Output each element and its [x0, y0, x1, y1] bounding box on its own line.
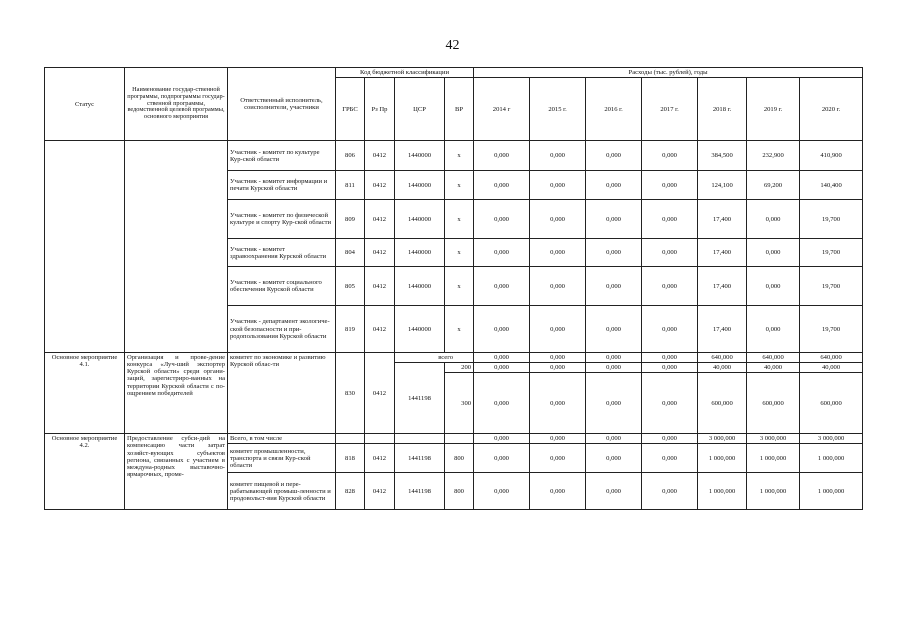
- value-cell: 0,000: [474, 306, 530, 353]
- csr-cell: 1440000: [395, 200, 445, 239]
- value-cell: 0,000: [586, 306, 642, 353]
- value-cell: 0,000: [530, 363, 586, 373]
- value-cell: 19,700: [800, 239, 863, 267]
- value-cell: 1 000,000: [747, 444, 800, 473]
- vr-cell: 800: [445, 473, 474, 510]
- grbs-cell: 828: [336, 473, 365, 510]
- name-cell-empty: [125, 141, 228, 353]
- rzpr-cell: 0412: [365, 171, 395, 200]
- rzpr-cell: 0412: [365, 473, 395, 510]
- vr-cell: x: [445, 239, 474, 267]
- value-cell: 0,000: [747, 267, 800, 306]
- value-cell: 0,000: [642, 434, 698, 444]
- vr-cell: x: [445, 267, 474, 306]
- value-cell: 19,700: [800, 267, 863, 306]
- page-number: 42: [445, 38, 460, 53]
- value-cell: 0,000: [474, 444, 530, 473]
- m42-total-label: Всего, в том числе: [228, 434, 336, 444]
- header-csr: ЦСР: [395, 78, 445, 141]
- participant-name: комитет пищевой и пере-рабатывающей промыш-ленности и продовольст-вия Курской области: [228, 473, 336, 510]
- value-cell: 0,000: [530, 444, 586, 473]
- value-cell: 0,000: [530, 171, 586, 200]
- table-row: [45, 141, 863, 171]
- value-cell: 0,000: [586, 267, 642, 306]
- value-cell: 0,000: [586, 171, 642, 200]
- header-program-name: Наименование государ-ственной программы, подпрограммы государ-ственной программы, ведомственной целевой программы, основного мероприятия: [125, 68, 228, 141]
- grbs-cell: 804: [336, 239, 365, 267]
- value-cell: 0,000: [642, 306, 698, 353]
- value-cell: 0,000: [474, 363, 530, 373]
- value-cell: 0,000: [642, 473, 698, 510]
- value-cell: 0,000: [474, 434, 530, 444]
- value-cell: 0,000: [474, 200, 530, 239]
- value-cell: 0,000: [586, 363, 642, 373]
- value-cell: 0,000: [586, 373, 642, 434]
- participant-name: Участник - комитет по культуре Кур-ской области: [228, 141, 336, 171]
- value-cell: 0,000: [642, 267, 698, 306]
- grbs-cell: 809: [336, 200, 365, 239]
- value-cell: 1 000,000: [747, 473, 800, 510]
- value-cell: 1 000,000: [800, 444, 863, 473]
- value-cell: 17,400: [698, 306, 747, 353]
- value-cell: 0,000: [530, 373, 586, 434]
- value-cell: 1 000,000: [698, 444, 747, 473]
- participant-name: Участник - комитет по физической культуре и спорту Кур-ской области: [228, 200, 336, 239]
- value-cell: 0,000: [747, 239, 800, 267]
- rzpr-cell: 0412: [365, 200, 395, 239]
- value-cell: 0,000: [530, 141, 586, 171]
- value-cell: 0,000: [474, 267, 530, 306]
- value-cell: 19,700: [800, 306, 863, 353]
- value-cell: 0,000: [474, 353, 530, 363]
- value-cell: 3 000,000: [747, 434, 800, 444]
- m41-total-label: всего: [395, 353, 474, 363]
- vr-cell: x: [445, 306, 474, 353]
- empty-cell: [445, 434, 474, 444]
- value-cell: 0,000: [642, 239, 698, 267]
- value-cell: 640,000: [800, 353, 863, 363]
- m42-name: Предоставление субси-дий на компенсацию части затрат хозяйст-вующих субъектов региона, связанных с участием в междуна-родных выставочно-ярмарочных, проме-: [125, 434, 228, 510]
- grbs-cell: 806: [336, 141, 365, 171]
- rzpr-cell: 0412: [365, 306, 395, 353]
- header-year: 2017 г.: [642, 78, 698, 141]
- csr-cell: 1440000: [395, 239, 445, 267]
- value-cell: 0,000: [586, 141, 642, 171]
- grbs-cell: 819: [336, 306, 365, 353]
- value-cell: 640,000: [747, 353, 800, 363]
- rzpr-cell: 0412: [365, 141, 395, 171]
- value-cell: 600,000: [800, 373, 863, 434]
- value-cell: 0,000: [642, 444, 698, 473]
- value-cell: 600,000: [747, 373, 800, 434]
- value-cell: 17,400: [698, 267, 747, 306]
- rzpr-cell: 0412: [365, 267, 395, 306]
- value-cell: 0,000: [530, 434, 586, 444]
- header-year: 2019 г.: [747, 78, 800, 141]
- value-cell: 0,000: [642, 363, 698, 373]
- value-cell: 0,000: [474, 373, 530, 434]
- value-cell: 0,000: [586, 434, 642, 444]
- rzpr-cell: 0412: [365, 353, 395, 434]
- participant-name: Участник - комитет социального обеспечения Курской области: [228, 267, 336, 306]
- empty-cell: [395, 434, 445, 444]
- value-cell: 17,400: [698, 239, 747, 267]
- header-status: Статус: [45, 68, 125, 141]
- vr-cell: x: [445, 141, 474, 171]
- rzpr-cell: 0412: [365, 239, 395, 267]
- participant-name: Участник - департамент экологиче-ской безопасности и при-родопользования Курской области: [228, 306, 336, 353]
- value-cell: 232,900: [747, 141, 800, 171]
- value-cell: 140,400: [800, 171, 863, 200]
- vr-cell: 200: [445, 363, 474, 373]
- value-cell: 0,000: [474, 473, 530, 510]
- value-cell: 0,000: [586, 473, 642, 510]
- vr-cell: 800: [445, 444, 474, 473]
- participant-name: Участник - комитет информации и печати Курской области: [228, 171, 336, 200]
- value-cell: 0,000: [530, 353, 586, 363]
- value-cell: 0,000: [530, 473, 586, 510]
- empty-cell: [365, 434, 395, 444]
- csr-cell: 1441198: [395, 444, 445, 473]
- grbs-cell: 818: [336, 444, 365, 473]
- value-cell: 0,000: [474, 171, 530, 200]
- m41-responsible: комитет по экономике и развитию Курской облас-ти: [228, 353, 336, 434]
- value-cell: 600,000: [698, 373, 747, 434]
- header-vr: ВР: [445, 78, 474, 141]
- grbs-cell: 830: [336, 353, 365, 434]
- value-cell: 410,900: [800, 141, 863, 171]
- value-cell: 0,000: [642, 171, 698, 200]
- value-cell: 0,000: [586, 200, 642, 239]
- value-cell: 0,000: [586, 444, 642, 473]
- value-cell: 0,000: [642, 353, 698, 363]
- csr-cell: 1440000: [395, 306, 445, 353]
- vr-cell: x: [445, 171, 474, 200]
- value-cell: 69,200: [747, 171, 800, 200]
- value-cell: 19,700: [800, 200, 863, 239]
- value-cell: 0,000: [642, 200, 698, 239]
- value-cell: 0,000: [530, 200, 586, 239]
- header-year: 2020 г.: [800, 78, 863, 141]
- header-year: 2018 г.: [698, 78, 747, 141]
- value-cell: 3 000,000: [800, 434, 863, 444]
- m41-status: Основное мероприятие 4.1.: [45, 353, 125, 434]
- rzpr-cell: 0412: [365, 444, 395, 473]
- value-cell: 124,100: [698, 171, 747, 200]
- value-cell: 3 000,000: [698, 434, 747, 444]
- participant-name: комитет промышленности, транспорта и связи Кур-ской области: [228, 444, 336, 473]
- value-cell: 0,000: [530, 267, 586, 306]
- status-cell-empty: [45, 141, 125, 353]
- value-cell: 40,000: [800, 363, 863, 373]
- empty-cell: [336, 434, 365, 444]
- header-year: 2016 г.: [586, 78, 642, 141]
- header-year: 2015 г.: [530, 78, 586, 141]
- value-cell: 0,000: [586, 239, 642, 267]
- header-responsible: Ответственный исполнитель, соисполнители, участники: [228, 68, 336, 141]
- m42-status: Основное мероприятие 4.2.: [45, 434, 125, 510]
- grbs-cell: 805: [336, 267, 365, 306]
- csr-cell: 1440000: [395, 171, 445, 200]
- value-cell: 0,000: [530, 306, 586, 353]
- value-cell: 0,000: [586, 353, 642, 363]
- value-cell: 640,000: [698, 353, 747, 363]
- value-cell: 384,500: [698, 141, 747, 171]
- csr-cell: 1441198: [395, 363, 445, 434]
- value-cell: 1 000,000: [800, 473, 863, 510]
- value-cell: 0,000: [642, 373, 698, 434]
- header-grbs: ГРБС: [336, 78, 365, 141]
- value-cell: 1 000,000: [698, 473, 747, 510]
- vr-cell: x: [445, 200, 474, 239]
- csr-cell: 1440000: [395, 141, 445, 171]
- table-row: [45, 434, 863, 444]
- header-year: 2014 г: [474, 78, 530, 141]
- value-cell: 0,000: [747, 200, 800, 239]
- value-cell: 40,000: [747, 363, 800, 373]
- value-cell: 17,400: [698, 200, 747, 239]
- header-expenses: Расходы (тыс. рублей), годы: [474, 68, 863, 78]
- value-cell: 40,000: [698, 363, 747, 373]
- vr-cell: 300: [445, 373, 474, 434]
- value-cell: 0,000: [474, 239, 530, 267]
- value-cell: 0,000: [530, 239, 586, 267]
- csr-cell: 1440000: [395, 267, 445, 306]
- value-cell: 0,000: [474, 141, 530, 171]
- participant-name: Участник - комитет здравоохранения Курской области: [228, 239, 336, 267]
- table-row: [45, 353, 863, 363]
- budget-table: [44, 67, 863, 510]
- csr-cell: 1441198: [395, 473, 445, 510]
- header-budget-code: Код бюджетной классификации: [336, 68, 474, 78]
- grbs-cell: 811: [336, 171, 365, 200]
- value-cell: 0,000: [642, 141, 698, 171]
- header-rzpr: Рз Пр: [365, 78, 395, 141]
- m41-name: Организация и прове-дение конкурса «Луч-ший экспортер Курской области» среди органи-заций, зарегистриро-ванных на территории Курской области с по-ощрением победителей: [125, 353, 228, 434]
- value-cell: 0,000: [747, 306, 800, 353]
